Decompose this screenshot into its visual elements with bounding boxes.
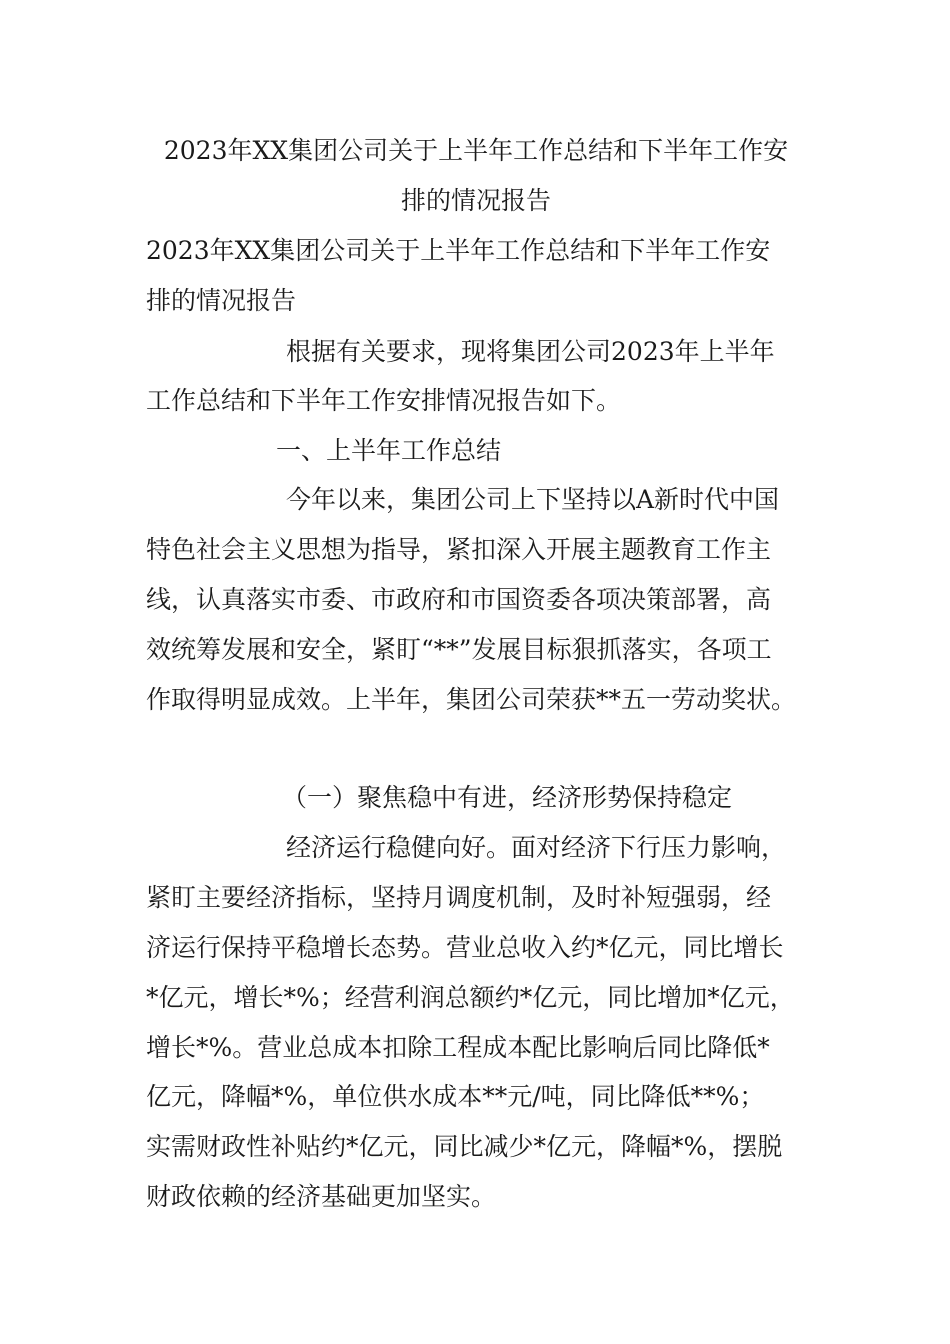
paragraph-line: 效统筹发展和安全，紧盯“**”发展目标狠抓落实，各项工 — [146, 635, 772, 664]
paragraph-line: 特色社会主义思想为指导，紧扣深入开展主题教育工作主 — [146, 535, 772, 564]
paragraph-line: 增长*%。营业总成本扣除工程成本配比影响后同比降低* — [146, 1033, 770, 1062]
paragraph-line: 线，认真落实市委、市政府和市国资委各项决策部署，高 — [146, 585, 772, 614]
subtitle-line-1: 2023年XX集团公司关于上半年工作总结和下半年工作安 — [146, 236, 771, 265]
paragraph-line: 济运行保持平稳增长态势。营业总收入约*亿元，同比增长 — [146, 933, 784, 962]
paragraph-line: 紧盯主要经济指标，坚持月调度机制，及时补短强弱，经 — [146, 883, 772, 912]
intro-line-2: 工作总结和下半年工作安排情况报告如下。 — [146, 386, 622, 415]
paragraph-line: *亿元，增长*%；经营利润总额约*亿元，同比增加*亿元， — [146, 983, 795, 1012]
paragraph-line: 作取得明显成效。上半年，集团公司荣获**五一劳动奖状。 — [146, 685, 797, 714]
section-heading: 一、上半年工作总结 — [276, 436, 502, 465]
paragraph-line: 今年以来，集团公司上下坚持以A新时代中国 — [286, 485, 780, 514]
paragraph-line: 实需财政性补贴约*亿元，同比减少*亿元，降幅*%，摆脱 — [146, 1132, 783, 1161]
subtitle-line-2: 排的情况报告 — [146, 286, 297, 315]
paragraph-line: 亿元，降幅*%，单位供水成本**元/吨，同比降低**%； — [146, 1082, 765, 1111]
subsection-heading: （一）聚焦稳中有进，经济形势保持稳定 — [282, 783, 733, 812]
paragraph-line: 财政依赖的经济基础更加坚实。 — [146, 1182, 497, 1211]
intro-line-1: 根据有关要求，现将集团公司2023年上半年 — [286, 337, 775, 366]
title-line-1: 2023年XX集团公司关于上半年工作总结和下半年工作安 — [163, 136, 789, 165]
paragraph-line: 经济运行稳健向好。面对经济下行压力影响， — [286, 833, 787, 862]
title-line-2: 排的情况报告 — [400, 186, 551, 215]
